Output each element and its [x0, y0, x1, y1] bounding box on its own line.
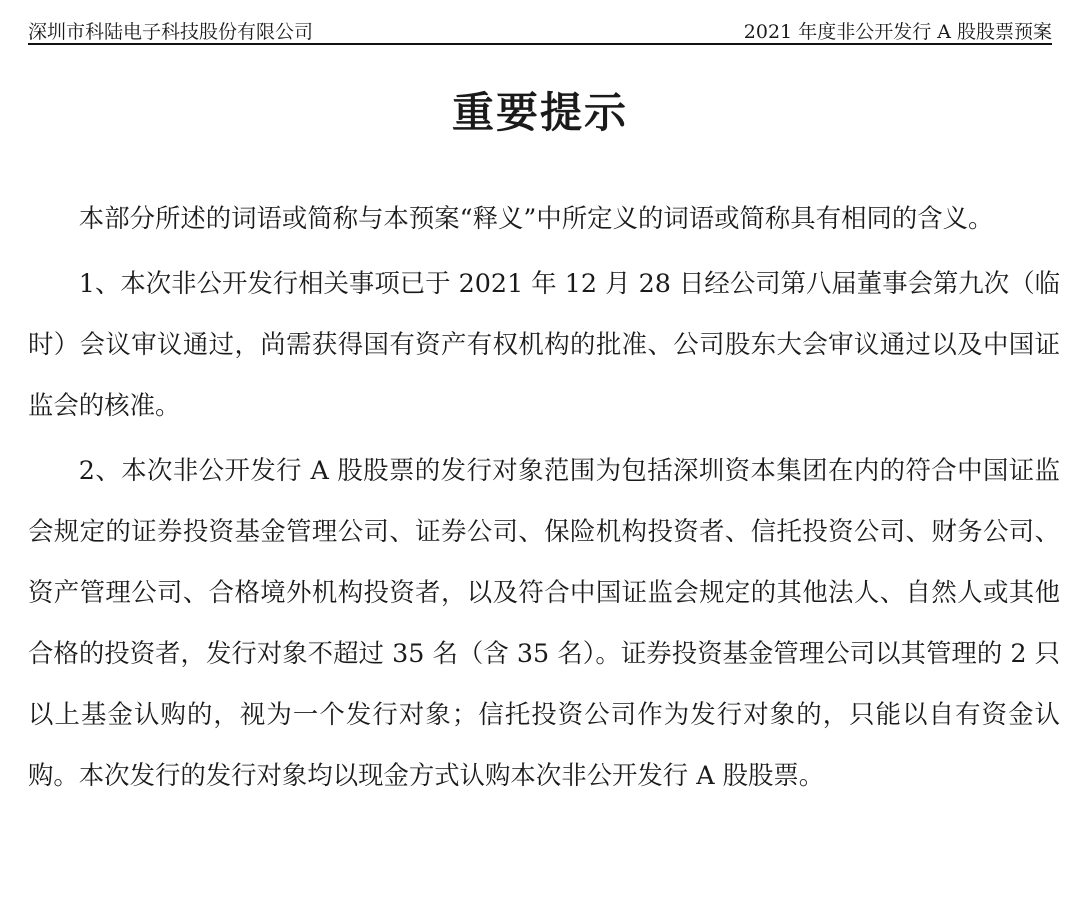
- header-document-title: 2021 年度非公开发行 A 股股票预案: [743, 21, 1052, 43]
- item-1-paragraph: 1、本次非公开发行相关事项已于 2021 年 12 月 28 日经公司第八届董事会第九次（临时）会议审议通过，尚需获得国有资产有权机构的批准、公司股东大会审议通过以及中国证监会的核准。: [28, 268, 1060, 420]
- item-2-paragraph: 2、本次非公开发行 A 股股票的发行对象范围为包括深圳资本集团在内的符合中国证监会规定的证券投资基金管理公司、证券公司、保险机构投资者、信托投资公司、财务公司、资产管理公司、合格境外机构投资者，以及符合中国证监会规定的其他法人、自然人或其他合格的投资者，发行对象不超过 35 名（含 35 名）。证券投资基金管理公司以其管理的 2 只以上基金认购的，视为一个发行对象；信托投资公司作为发行对象的，只能以自有资金认购。本次发行的发行对象均以现金方式认购本次非公开发行 A 股股票。: [28, 455, 1060, 790]
- header-divider: [28, 43, 1052, 45]
- page-header: [28, 10, 1052, 42]
- document-body: [28, 188, 1060, 806]
- intro-paragraph: 本部分所述的词语或简称与本预案“释义”中所定义的词语或简称具有相同的含义。: [78, 203, 994, 233]
- page-title: 重要提示: [451, 88, 628, 137]
- header-company-name: 深圳市科陆电子科技股份有限公司: [28, 21, 314, 43]
